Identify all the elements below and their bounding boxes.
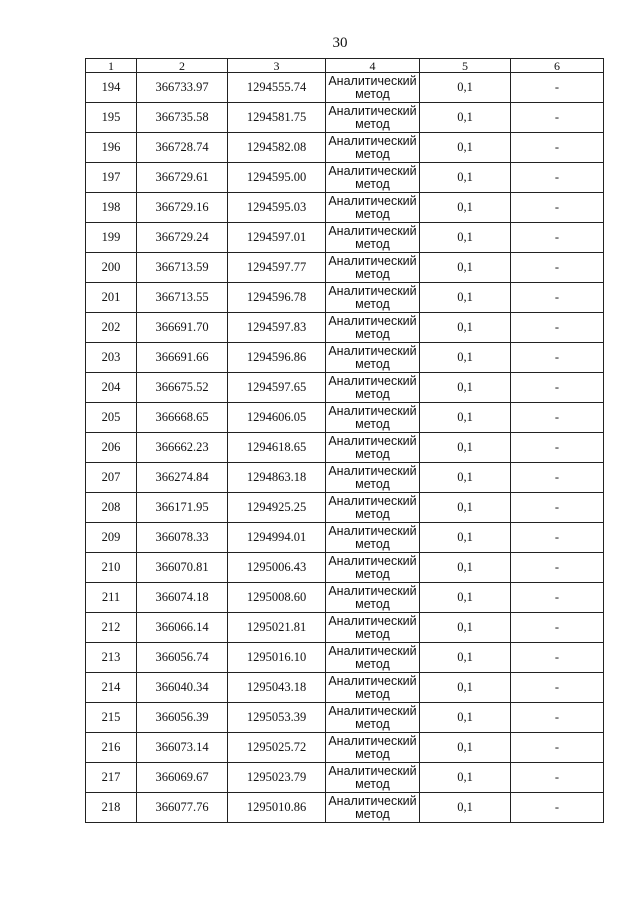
y-coordinate-cell: 1295006.43 — [228, 553, 326, 583]
method-text-line1: Аналитический — [328, 734, 417, 748]
method-text-line2: метод — [355, 626, 390, 641]
x-coordinate-cell: 366074.18 — [137, 583, 228, 613]
table-row — [86, 163, 604, 193]
method-text-line2: метод — [355, 116, 390, 131]
method-text-line1: Аналитический — [328, 674, 417, 688]
method-text-line2: метод — [355, 806, 390, 821]
x-coordinate-cell: 366056.39 — [137, 703, 228, 733]
method-text-line1: Аналитический — [328, 374, 417, 388]
table-row — [86, 553, 604, 583]
accuracy-cell: 0,1 — [420, 643, 511, 673]
point-number-cell: 202 — [86, 313, 137, 343]
table-row — [86, 103, 604, 133]
y-coordinate-cell: 1294597.01 — [228, 223, 326, 253]
y-coordinate-cell: 1294555.74 — [228, 73, 326, 103]
note-cell: - — [511, 523, 604, 553]
table-row — [86, 613, 604, 643]
method-text-line2: метод — [355, 146, 390, 161]
x-coordinate-cell: 366691.70 — [137, 313, 228, 343]
accuracy-cell: 0,1 — [420, 673, 511, 703]
method-cell — [326, 73, 420, 103]
method-cell — [326, 223, 420, 253]
table-row — [86, 133, 604, 163]
table-row — [86, 673, 604, 703]
accuracy-cell: 0,1 — [420, 193, 511, 223]
accuracy-cell: 0,1 — [420, 313, 511, 343]
header-row — [86, 59, 604, 73]
table-header — [86, 59, 604, 73]
x-coordinate-cell: 366729.61 — [137, 163, 228, 193]
point-number-cell: 213 — [86, 643, 137, 673]
point-number-cell: 206 — [86, 433, 137, 463]
point-number-cell: 208 — [86, 493, 137, 523]
table-row — [86, 733, 604, 763]
method-text-line2: метод — [355, 596, 390, 611]
y-coordinate-cell: 1295043.18 — [228, 673, 326, 703]
x-coordinate-cell: 366662.23 — [137, 433, 228, 463]
accuracy-cell: 0,1 — [420, 763, 511, 793]
y-coordinate-cell: 1295021.81 — [228, 613, 326, 643]
point-number-cell: 211 — [86, 583, 137, 613]
method-text-line2: метод — [355, 686, 390, 701]
accuracy-cell: 0,1 — [420, 703, 511, 733]
x-coordinate-cell: 366070.81 — [137, 553, 228, 583]
accuracy-cell: 0,1 — [420, 73, 511, 103]
table-row — [86, 223, 604, 253]
point-number-cell: 217 — [86, 763, 137, 793]
method-cell — [326, 253, 420, 283]
note-cell: - — [511, 613, 604, 643]
method-text-line1: Аналитический — [328, 74, 417, 88]
method-cell — [326, 373, 420, 403]
accuracy-cell: 0,1 — [420, 463, 511, 493]
y-coordinate-cell: 1294925.25 — [228, 493, 326, 523]
method-cell — [326, 493, 420, 523]
table-row — [86, 463, 604, 493]
method-text-line1: Аналитический — [328, 494, 417, 508]
method-cell — [326, 643, 420, 673]
note-cell: - — [511, 223, 604, 253]
x-coordinate-cell: 366078.33 — [137, 523, 228, 553]
method-cell — [326, 433, 420, 463]
y-coordinate-cell: 1294596.78 — [228, 283, 326, 313]
y-coordinate-cell: 1294597.77 — [228, 253, 326, 283]
note-cell: - — [511, 283, 604, 313]
method-text-line1: Аналитический — [328, 104, 417, 118]
note-cell: - — [511, 493, 604, 523]
x-coordinate-cell: 366073.14 — [137, 733, 228, 763]
x-coordinate-cell: 366713.55 — [137, 283, 228, 313]
method-text-line1: Аналитический — [328, 224, 417, 238]
y-coordinate-cell: 1294994.01 — [228, 523, 326, 553]
method-text-line2: метод — [355, 566, 390, 581]
method-cell — [326, 403, 420, 433]
method-text-line1: Аналитический — [328, 464, 417, 478]
method-cell — [326, 313, 420, 343]
method-text-line2: метод — [355, 236, 390, 251]
x-coordinate-cell: 366729.24 — [137, 223, 228, 253]
method-cell — [326, 523, 420, 553]
column-header: 4 — [326, 59, 420, 73]
method-text-line1: Аналитический — [328, 704, 417, 718]
method-text-line1: Аналитический — [328, 404, 417, 418]
method-text-line1: Аналитический — [328, 644, 417, 658]
x-coordinate-cell: 366066.14 — [137, 613, 228, 643]
y-coordinate-cell: 1294597.83 — [228, 313, 326, 343]
method-text-line1: Аналитический — [328, 254, 417, 268]
method-text-line1: Аналитический — [328, 164, 417, 178]
point-number-cell: 200 — [86, 253, 137, 283]
accuracy-cell: 0,1 — [420, 103, 511, 133]
note-cell: - — [511, 193, 604, 223]
note-cell: - — [511, 673, 604, 703]
point-number-cell: 196 — [86, 133, 137, 163]
page-number: 30 — [332, 35, 348, 51]
method-cell — [326, 553, 420, 583]
table-row — [86, 703, 604, 733]
table-row — [86, 73, 604, 103]
y-coordinate-cell: 1294863.18 — [228, 463, 326, 493]
accuracy-cell: 0,1 — [420, 253, 511, 283]
method-text-line1: Аналитический — [328, 794, 417, 808]
point-number-cell: 197 — [86, 163, 137, 193]
accuracy-cell: 0,1 — [420, 493, 511, 523]
note-cell: - — [511, 343, 604, 373]
point-number-cell: 218 — [86, 793, 137, 823]
point-number-cell: 216 — [86, 733, 137, 763]
point-number-cell: 195 — [86, 103, 137, 133]
method-text-line2: метод — [355, 86, 390, 101]
note-cell: - — [511, 163, 604, 193]
x-coordinate-cell: 366728.74 — [137, 133, 228, 163]
table-row — [86, 763, 604, 793]
method-cell — [326, 193, 420, 223]
note-cell: - — [511, 133, 604, 163]
x-coordinate-cell: 366675.52 — [137, 373, 228, 403]
column-header: 5 — [420, 59, 511, 73]
method-text-line1: Аналитический — [328, 284, 417, 298]
note-cell: - — [511, 793, 604, 823]
method-text-line1: Аналитический — [328, 764, 417, 778]
method-text-line1: Аналитический — [328, 134, 417, 148]
accuracy-cell: 0,1 — [420, 223, 511, 253]
y-coordinate-cell: 1294597.65 — [228, 373, 326, 403]
accuracy-cell: 0,1 — [420, 523, 511, 553]
accuracy-cell: 0,1 — [420, 373, 511, 403]
point-number-cell: 212 — [86, 613, 137, 643]
method-text-line1: Аналитический — [328, 524, 417, 538]
point-number-cell: 215 — [86, 703, 137, 733]
method-text-line2: метод — [355, 296, 390, 311]
accuracy-cell: 0,1 — [420, 343, 511, 373]
x-coordinate-cell: 366733.97 — [137, 73, 228, 103]
y-coordinate-cell: 1294582.08 — [228, 133, 326, 163]
column-header: 1 — [86, 59, 137, 73]
y-coordinate-cell: 1294581.75 — [228, 103, 326, 133]
table-row — [86, 433, 604, 463]
method-text-line1: Аналитический — [328, 614, 417, 628]
x-coordinate-cell: 366713.59 — [137, 253, 228, 283]
method-text-line2: метод — [355, 656, 390, 671]
method-cell — [326, 283, 420, 313]
method-cell — [326, 133, 420, 163]
x-coordinate-cell: 366069.67 — [137, 763, 228, 793]
table-row — [86, 493, 604, 523]
x-coordinate-cell: 366040.34 — [137, 673, 228, 703]
y-coordinate-cell: 1294595.03 — [228, 193, 326, 223]
note-cell: - — [511, 463, 604, 493]
note-cell: - — [511, 553, 604, 583]
point-number-cell: 203 — [86, 343, 137, 373]
method-cell — [326, 103, 420, 133]
accuracy-cell: 0,1 — [420, 133, 511, 163]
accuracy-cell: 0,1 — [420, 553, 511, 583]
x-coordinate-cell: 366729.16 — [137, 193, 228, 223]
accuracy-cell: 0,1 — [420, 733, 511, 763]
note-cell: - — [511, 313, 604, 343]
table-row — [86, 793, 604, 823]
method-cell — [326, 463, 420, 493]
method-text-line2: метод — [355, 176, 390, 191]
x-coordinate-cell: 366171.95 — [137, 493, 228, 523]
method-text-line2: метод — [355, 386, 390, 401]
note-cell: - — [511, 433, 604, 463]
x-coordinate-cell: 366077.76 — [137, 793, 228, 823]
table-row — [86, 583, 604, 613]
method-text-line2: метод — [355, 776, 390, 791]
accuracy-cell: 0,1 — [420, 613, 511, 643]
y-coordinate-cell: 1295025.72 — [228, 733, 326, 763]
y-coordinate-cell: 1295008.60 — [228, 583, 326, 613]
table-row — [86, 253, 604, 283]
table-row — [86, 643, 604, 673]
column-header: 6 — [511, 59, 604, 73]
point-number-cell: 207 — [86, 463, 137, 493]
method-text-line2: метод — [355, 536, 390, 551]
accuracy-cell: 0,1 — [420, 433, 511, 463]
method-text-line1: Аналитический — [328, 344, 417, 358]
accuracy-cell: 0,1 — [420, 793, 511, 823]
table-row — [86, 283, 604, 313]
method-cell — [326, 763, 420, 793]
method-text-line1: Аналитический — [328, 584, 417, 598]
y-coordinate-cell: 1295010.86 — [228, 793, 326, 823]
point-number-cell: 199 — [86, 223, 137, 253]
note-cell: - — [511, 373, 604, 403]
method-cell — [326, 673, 420, 703]
y-coordinate-cell: 1294595.00 — [228, 163, 326, 193]
method-text-line2: метод — [355, 356, 390, 371]
x-coordinate-cell: 366274.84 — [137, 463, 228, 493]
note-cell: - — [511, 253, 604, 283]
method-text-line1: Аналитический — [328, 554, 417, 568]
table-row — [86, 343, 604, 373]
method-cell — [326, 343, 420, 373]
coordinates-table — [85, 58, 604, 823]
accuracy-cell: 0,1 — [420, 403, 511, 433]
method-text-line1: Аналитический — [328, 314, 417, 328]
note-cell: - — [511, 643, 604, 673]
method-text-line2: метод — [355, 716, 390, 731]
accuracy-cell: 0,1 — [420, 163, 511, 193]
table-body — [86, 73, 604, 823]
note-cell: - — [511, 763, 604, 793]
note-cell: - — [511, 103, 604, 133]
method-cell — [326, 703, 420, 733]
column-header: 2 — [137, 59, 228, 73]
method-text-line2: метод — [355, 746, 390, 761]
y-coordinate-cell: 1294618.65 — [228, 433, 326, 463]
method-text-line2: метод — [355, 416, 390, 431]
table-row — [86, 193, 604, 223]
method-cell — [326, 613, 420, 643]
method-text-line2: метод — [355, 206, 390, 221]
point-number-cell: 209 — [86, 523, 137, 553]
x-coordinate-cell: 366056.74 — [137, 643, 228, 673]
y-coordinate-cell: 1295053.39 — [228, 703, 326, 733]
accuracy-cell: 0,1 — [420, 583, 511, 613]
y-coordinate-cell: 1294596.86 — [228, 343, 326, 373]
note-cell: - — [511, 403, 604, 433]
table-row — [86, 313, 604, 343]
x-coordinate-cell: 366668.65 — [137, 403, 228, 433]
method-text-line1: Аналитический — [328, 194, 417, 208]
point-number-cell: 204 — [86, 373, 137, 403]
method-cell — [326, 583, 420, 613]
method-text-line2: метод — [355, 266, 390, 281]
method-cell — [326, 733, 420, 763]
accuracy-cell: 0,1 — [420, 283, 511, 313]
method-cell — [326, 793, 420, 823]
note-cell: - — [511, 703, 604, 733]
method-text-line2: метод — [355, 476, 390, 491]
x-coordinate-cell: 366735.58 — [137, 103, 228, 133]
method-cell — [326, 163, 420, 193]
note-cell: - — [511, 583, 604, 613]
point-number-cell: 198 — [86, 193, 137, 223]
x-coordinate-cell: 366691.66 — [137, 343, 228, 373]
y-coordinate-cell: 1295023.79 — [228, 763, 326, 793]
method-text-line2: метод — [355, 506, 390, 521]
y-coordinate-cell: 1294606.05 — [228, 403, 326, 433]
column-header: 3 — [228, 59, 326, 73]
method-text-line2: метод — [355, 446, 390, 461]
method-text-line1: Аналитический — [328, 434, 417, 448]
note-cell: - — [511, 73, 604, 103]
point-number-cell: 194 — [86, 73, 137, 103]
point-number-cell: 210 — [86, 553, 137, 583]
table-row — [86, 373, 604, 403]
point-number-cell: 205 — [86, 403, 137, 433]
table-row — [86, 403, 604, 433]
method-text-line2: метод — [355, 326, 390, 341]
point-number-cell: 214 — [86, 673, 137, 703]
note-cell: - — [511, 733, 604, 763]
point-number-cell: 201 — [86, 283, 137, 313]
table-row — [86, 523, 604, 553]
y-coordinate-cell: 1295016.10 — [228, 643, 326, 673]
